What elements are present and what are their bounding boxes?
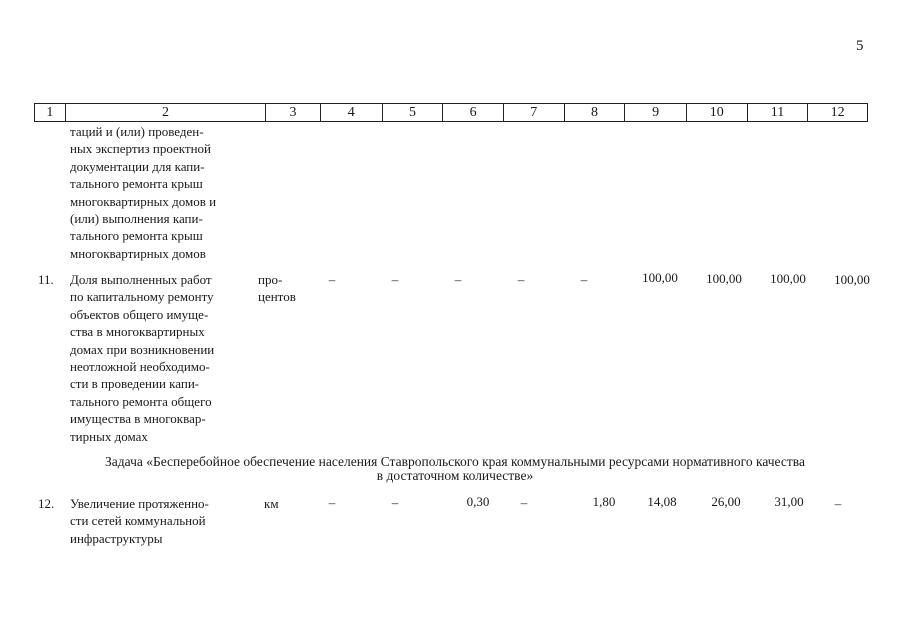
continuation-description bbox=[70, 123, 240, 262]
row-11-col-11: 100,00 bbox=[770, 271, 806, 286]
description-line: имущества в многоквар- bbox=[70, 411, 206, 427]
row-12-col-5: – bbox=[391, 495, 399, 510]
header-col-1: 1 bbox=[35, 104, 66, 121]
row-11-col-10: 100,00 bbox=[706, 271, 742, 286]
row-11-col-12: 100,00 bbox=[834, 272, 870, 287]
unit-line: про- bbox=[258, 272, 283, 287]
description-line: документации для капи- bbox=[70, 158, 205, 174]
header-col-8: 8 bbox=[565, 104, 626, 121]
row-11-unit bbox=[258, 271, 296, 306]
row-12-col-12: – bbox=[834, 496, 842, 511]
row-11-col-6: – bbox=[454, 272, 462, 287]
description-line: тального ремонта крыш bbox=[70, 176, 203, 192]
header-col-3: 3 bbox=[266, 104, 321, 121]
description-line: ства в многоквартирных bbox=[70, 324, 205, 340]
description-line: тального ремонта общего bbox=[70, 393, 212, 409]
header-col-11: 11 bbox=[748, 104, 809, 121]
header-col-7: 7 bbox=[504, 104, 565, 121]
row-11-col-4: – bbox=[328, 272, 336, 287]
description-line: тирных домах bbox=[70, 428, 148, 444]
header-col-6: 6 bbox=[443, 104, 504, 121]
description-line: многоквартирных домов и bbox=[70, 193, 217, 209]
description-line: инфраструктуры bbox=[70, 530, 163, 546]
row-12-number: 12. bbox=[38, 496, 55, 511]
description-line: объектов общего имуще- bbox=[70, 306, 209, 322]
header-col-5: 5 bbox=[383, 104, 444, 121]
description-line: (или) выполнения капи- bbox=[70, 211, 203, 227]
row-11-col-7: – bbox=[517, 272, 525, 287]
description-line: таций и (или) проведен- bbox=[70, 124, 204, 139]
row-11-description bbox=[70, 271, 240, 445]
description-line: по капитальному ремонту bbox=[70, 289, 214, 305]
row-11-col-8: – bbox=[580, 272, 588, 287]
header-col-10: 10 bbox=[687, 104, 748, 121]
row-12-unit bbox=[264, 495, 279, 512]
unit-line: центов bbox=[258, 289, 296, 305]
row-12-col-11: 31,00 bbox=[774, 494, 804, 509]
header-col-12: 12 bbox=[830, 105, 845, 120]
row-12-col-10: 26,00 bbox=[711, 494, 741, 509]
description-line: домах при возникновении bbox=[70, 341, 215, 357]
row-12-col-6: 0,30 bbox=[466, 494, 490, 509]
task-heading-line: Задача «Бесперебойное обеспечение населения Ставропольского края коммунальными ресурсами нормативного качества bbox=[105, 454, 805, 469]
row-11-col-5: – bbox=[391, 272, 399, 287]
row-11-number: 11. bbox=[38, 272, 54, 287]
header-col-9: 9 bbox=[625, 104, 687, 121]
row-12-col-7: – bbox=[520, 495, 528, 510]
header-col-2: 2 bbox=[66, 104, 266, 121]
description-line: тального ремонта крыш bbox=[70, 228, 203, 244]
row-12-col-9: 14,08 bbox=[647, 494, 677, 509]
row-11-col-9: 100,00 bbox=[642, 270, 678, 285]
unit-line: км bbox=[264, 496, 279, 511]
header-col-4: 4 bbox=[321, 104, 383, 121]
description-line: сти в проведении капи- bbox=[70, 376, 200, 392]
description-line: сти сетей коммунальной bbox=[70, 513, 206, 529]
description-line: Доля выполненных работ bbox=[70, 272, 212, 287]
page-number: 5 bbox=[856, 38, 864, 54]
task-heading-line: в достаточном количестве» bbox=[376, 468, 534, 483]
row-12-col-4: – bbox=[328, 495, 336, 510]
description-line: ных экспертиз проектной bbox=[70, 141, 211, 157]
row-12-col-8: 1,80 bbox=[592, 494, 616, 509]
table-header-row bbox=[34, 103, 868, 122]
description-line: многоквартирных домов bbox=[70, 245, 206, 261]
description-line: неотложной необходимо- bbox=[70, 359, 210, 375]
description-line: Увеличение протяженно- bbox=[70, 496, 209, 511]
row-12-description bbox=[70, 495, 240, 547]
task-heading bbox=[50, 455, 860, 483]
